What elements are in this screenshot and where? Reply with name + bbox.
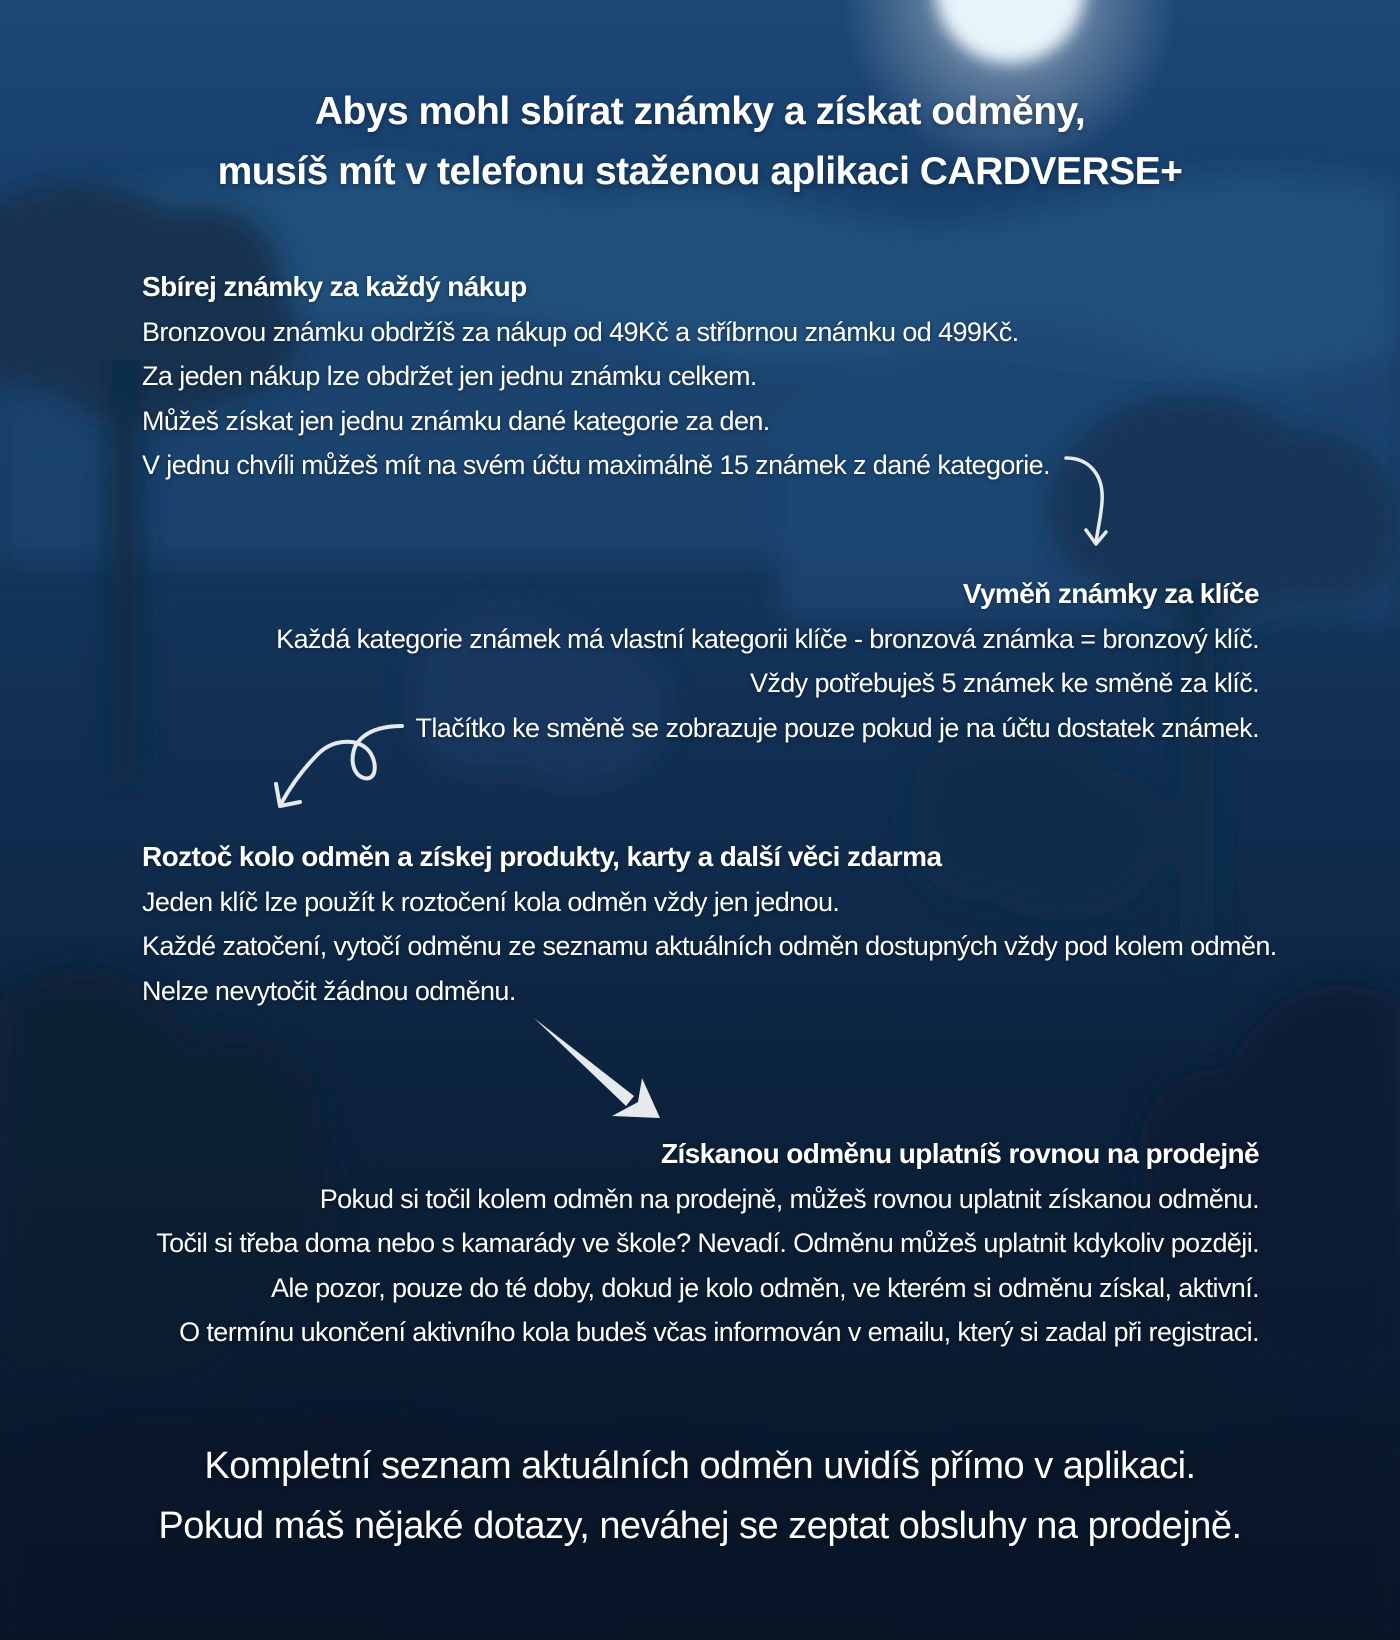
headline-line-2: musíš mít v telefonu staženou aplikaci CARDVERSE+ <box>217 150 1183 193</box>
footer-line-1: Kompletní seznam aktuálních odměn uvidíš přímo v aplikaci. <box>204 1445 1196 1487</box>
section-redeem-reward <box>156 1132 1259 1355</box>
headline <box>0 82 1400 202</box>
diagonal-arrow-icon <box>530 1012 670 1122</box>
section-line: V jednu chvíli můžeš mít na svém účtu maximálně 15 známek z dané kategorie. <box>142 450 1050 480</box>
section-line: Jeden klíč lze použít k roztočení kola odměn vždy jen jednou. <box>142 886 840 917</box>
section-line: Ale pozor, pouze do té doby, dokud je kolo odměn, ve kterém si odměnu získal, aktivní. <box>271 1272 1259 1303</box>
section-exchange-stamps <box>276 572 1259 750</box>
section-title: Sbírej známky za každý nákup <box>142 271 527 302</box>
section-line: Bronzovou známku obdržíš za nákup od 49Kč a stříbrnou známku od 499Kč. <box>142 316 1019 347</box>
section-line: Každé zatočení, vytočí odměnu ze seznamu aktuálních odměn dostupných vždy pod kolem odměn. <box>142 931 1277 961</box>
section-line: Tlačítko ke směně se zobrazuje pouze pokud je na účtu dostatek známek. <box>415 712 1259 743</box>
section-line: Pokud si točil kolem odměn na prodejně, můžeš rovnou uplatnit získanou odměnu. <box>319 1183 1259 1214</box>
section-line: Můžeš získat jen jednu známku dané kategorie za den. <box>142 405 770 436</box>
footer-note <box>0 1436 1400 1556</box>
section-title: Roztoč kolo odměn a získej produkty, karty a další věci zdarma <box>142 841 942 872</box>
section-spin-wheel <box>142 835 1277 1013</box>
footer-line-2: Pokud máš nějaké dotazy, neváhej se zeptat obsluhy na prodejně. <box>158 1505 1242 1547</box>
section-line: O termínu ukončení aktivního kola budeš včas informován v emailu, který si zadal při registraci. <box>179 1317 1259 1347</box>
section-title: Získanou odměnu uplatníš rovnou na prodejně <box>660 1138 1259 1169</box>
headline-line-1: Abys mohl sbírat známky a získat odměny, <box>314 90 1086 133</box>
section-line: Každá kategorie známek má vlastní kategorii klíče - bronzová známka = bronzový klíč. <box>276 623 1259 654</box>
section-line: Nelze nevytočit žádnou odměnu. <box>142 975 516 1006</box>
section-line: Točil si třeba doma nebo s kamarády ve škole? Nevadí. Odměnu můžeš uplatnit kdykoliv později. <box>156 1228 1259 1258</box>
section-collect-stamps <box>142 265 1050 488</box>
section-title: Vyměň známky za klíče <box>962 578 1259 609</box>
loop-arrow-icon <box>270 718 410 818</box>
section-line: Vždy potřebuješ 5 známek ke směně za klíč. <box>749 668 1259 698</box>
curved-down-arrow-icon <box>1060 452 1120 552</box>
section-line: Za jeden nákup lze obdržet jen jednu známku celkem. <box>142 361 757 391</box>
